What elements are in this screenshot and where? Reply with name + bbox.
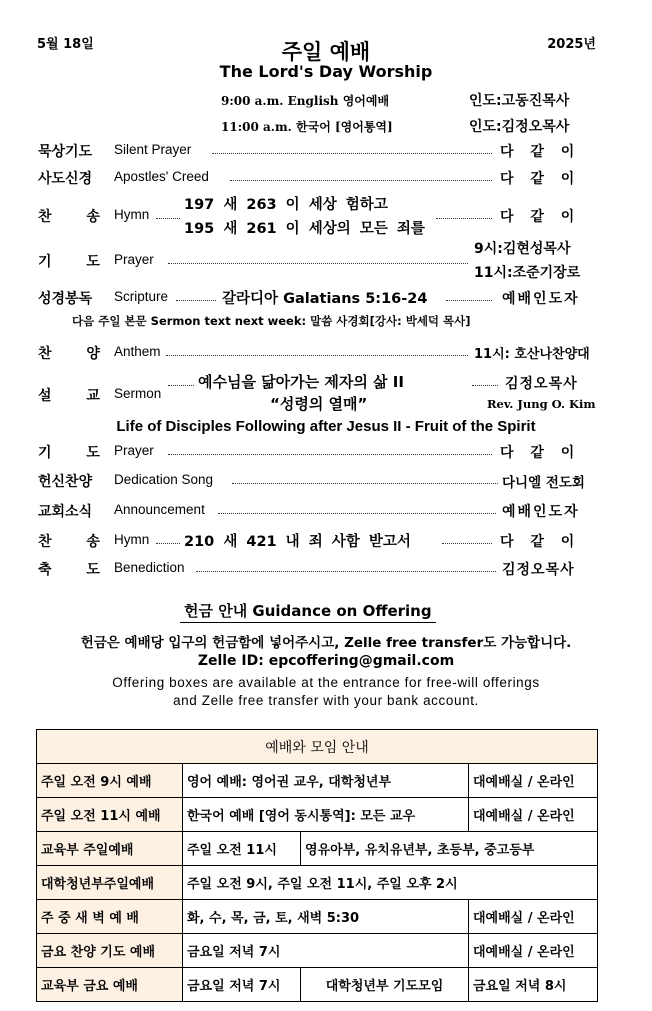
order-role: 다 같 이 [500, 209, 575, 225]
order-label-ko: 찬 송 [38, 534, 100, 550]
sermon-title-en: Life of Disciples Following after Jesus II - Fruit of the Spirit [116, 418, 536, 435]
order-label-ko: 설 교 [38, 388, 100, 404]
order-label-en: Prayer [114, 252, 154, 267]
schedule-desc: 주일 오전 9시, 주일 오전 11시, 주일 오후 2시 [183, 866, 598, 900]
order-label-ko: 묵상기도 [38, 144, 93, 160]
dot-leader [232, 483, 498, 484]
dot-leader [196, 571, 496, 572]
schedule-label: 주일 오전 9시 예배 [37, 764, 183, 798]
order-label-ko: 기 도 [38, 254, 100, 270]
order-label-ko: 찬 송 [38, 209, 100, 225]
schedule-mode: 대예배실 / 온라인 [469, 798, 598, 832]
dot-leader [218, 513, 496, 514]
order-label-en: Silent Prayer [114, 142, 192, 157]
schedule-mode: 금요일 저녁 8시 [469, 968, 598, 1002]
service-time-1: 9:00 a.m. English 영어예배 [221, 94, 390, 108]
offering-line-en-1: Offering boxes are available at the entrance for free-will offerings [112, 675, 540, 690]
order-label-ko: 교회소식 [38, 504, 93, 520]
schedule-desc: 영유아부, 유치유년부, 초등부, 중고등부 [301, 832, 598, 866]
schedule-heading: 예배와 모임 안내 [37, 730, 598, 764]
next-week-text: 다음 주일 본문 Sermon text next week: 말씀 사경회[강사: 박세덕 목사] [72, 314, 471, 328]
service-leader-2: 인도:김정오목사 [469, 119, 570, 135]
schedule-time: 주일 오전 11시 [183, 832, 301, 866]
preacher-name-en: Rev. Jung O. Kim [487, 397, 596, 411]
schedule-desc: 영어 예배: 영어권 교우, 대학청년부 [183, 764, 469, 798]
hymn-line-1: 197 새 263 이 세상 험하고 [184, 197, 388, 213]
schedule-table [36, 729, 598, 1002]
dot-leader [168, 454, 492, 455]
table-row [37, 798, 598, 832]
bulletin-date: 5월 18일 [37, 37, 94, 52]
schedule-label: 교육부 금요 예배 [37, 968, 183, 1002]
order-label-ko: 찬 양 [38, 346, 100, 362]
order-label-en: Apostles' Creed [114, 169, 209, 184]
dot-leader [436, 218, 492, 219]
dot-leader [176, 300, 216, 301]
dot-leader [472, 385, 498, 386]
page-title: 주일 예배 [281, 40, 371, 64]
prayer-leader-11: 11시:조준기장로 [474, 265, 581, 281]
order-label-ko: 사도신경 [38, 171, 93, 187]
order-label-ko: 성경봉독 [38, 291, 93, 307]
table-row [37, 832, 598, 866]
order-label-ko: 헌신찬양 [38, 474, 93, 490]
order-role: 다 같 이 [500, 171, 575, 187]
order-role: 예배인도자 [502, 291, 580, 307]
order-label-en: Anthem [114, 344, 161, 359]
dot-leader [230, 180, 492, 181]
table-row [37, 900, 598, 934]
dot-leader [166, 355, 468, 356]
schedule-desc: 금요일 저녁 7시 [183, 934, 469, 968]
sermon-subtitle: “성령의 열매” [270, 395, 368, 413]
bulletin-year: 2025년 [547, 37, 596, 52]
schedule-label: 금요 찬양 기도 예배 [37, 934, 183, 968]
offering-line-en-2: and Zelle free transfer with your bank account. [173, 693, 479, 708]
order-role: 다 같 이 [500, 144, 575, 160]
table-row [37, 866, 598, 900]
hymn-line-2: 195 새 261 이 세상의 모든 죄를 [184, 221, 425, 237]
order-label-en: Benediction [114, 560, 185, 575]
dot-leader [442, 543, 492, 544]
service-time-2: 11:00 a.m. 한국어 [영어통역] [221, 120, 393, 134]
order-label-en: Hymn [114, 207, 150, 222]
prayer-leader-9: 9시:김현성목사 [474, 241, 571, 257]
table-row [37, 968, 598, 1002]
dot-leader [168, 385, 194, 386]
schedule-mode: 대예배실 / 온라인 [469, 764, 598, 798]
offering-heading: 헌금 안내 Guidance on Offering [180, 600, 436, 623]
schedule-desc: 대학청년부 기도모임 [301, 968, 469, 1002]
offering-line-ko: 헌금은 예배당 입구의 헌금함에 넣어주시고, Zelle free transfer도 가능합니다. [80, 635, 572, 651]
dot-leader [156, 543, 180, 544]
order-label-en: Hymn [114, 532, 150, 547]
sermon-title: 예수님을 닮아가는 제자의 삶 II [198, 373, 404, 391]
service-leader-1: 인도:고동진목사 [469, 93, 570, 109]
order-role: 다니엘 전도회 [502, 475, 585, 491]
dot-leader [156, 218, 180, 219]
order-label-ko: 축 도 [38, 562, 100, 578]
dot-leader [212, 153, 492, 154]
dot-leader [168, 263, 468, 264]
order-label-en: Announcement [114, 502, 205, 517]
table-row [37, 934, 598, 968]
order-role: 김정오목사 [502, 562, 575, 578]
page-subtitle: The Lord's Day Worship [219, 62, 433, 81]
order-label-en: Sermon [114, 386, 162, 401]
schedule-desc: 화, 수, 목, 금, 토, 새벽 5:30 [183, 900, 469, 934]
scripture-text: 갈라디아 Galatians 5:16-24 [222, 291, 428, 307]
schedule-label: 교육부 주일예배 [37, 832, 183, 866]
schedule-label: 주 중 새 벽 예 배 [37, 900, 183, 934]
zelle-id: Zelle ID: epcoffering@gmail.com [197, 653, 455, 669]
table-row [37, 764, 598, 798]
schedule-time: 금요일 저녁 7시 [183, 968, 301, 1002]
schedule-label: 대학청년부주일예배 [37, 866, 183, 900]
order-role: 예배인도자 [502, 504, 580, 520]
schedule-mode: 대예배실 / 온라인 [469, 934, 598, 968]
order-label-ko: 기 도 [38, 445, 100, 461]
order-role: 다 같 이 [500, 534, 575, 550]
order-label-en: Scripture [114, 289, 169, 304]
hymn-line: 210 새 421 내 죄 사함 받고서 [184, 534, 411, 550]
order-role: 다 같 이 [500, 445, 575, 461]
order-label-en: Dedication Song [114, 472, 214, 487]
order-role: 11시: 호산나찬양대 [474, 347, 590, 362]
dot-leader [446, 300, 492, 301]
preacher-name: 김정오목사 [505, 376, 578, 392]
schedule-label: 주일 오전 11시 예배 [37, 798, 183, 832]
schedule-mode: 대예배실 / 온라인 [469, 900, 598, 934]
order-label-en: Prayer [114, 443, 154, 458]
schedule-desc: 한국어 예배 [영어 동시통역]: 모든 교우 [183, 798, 469, 832]
